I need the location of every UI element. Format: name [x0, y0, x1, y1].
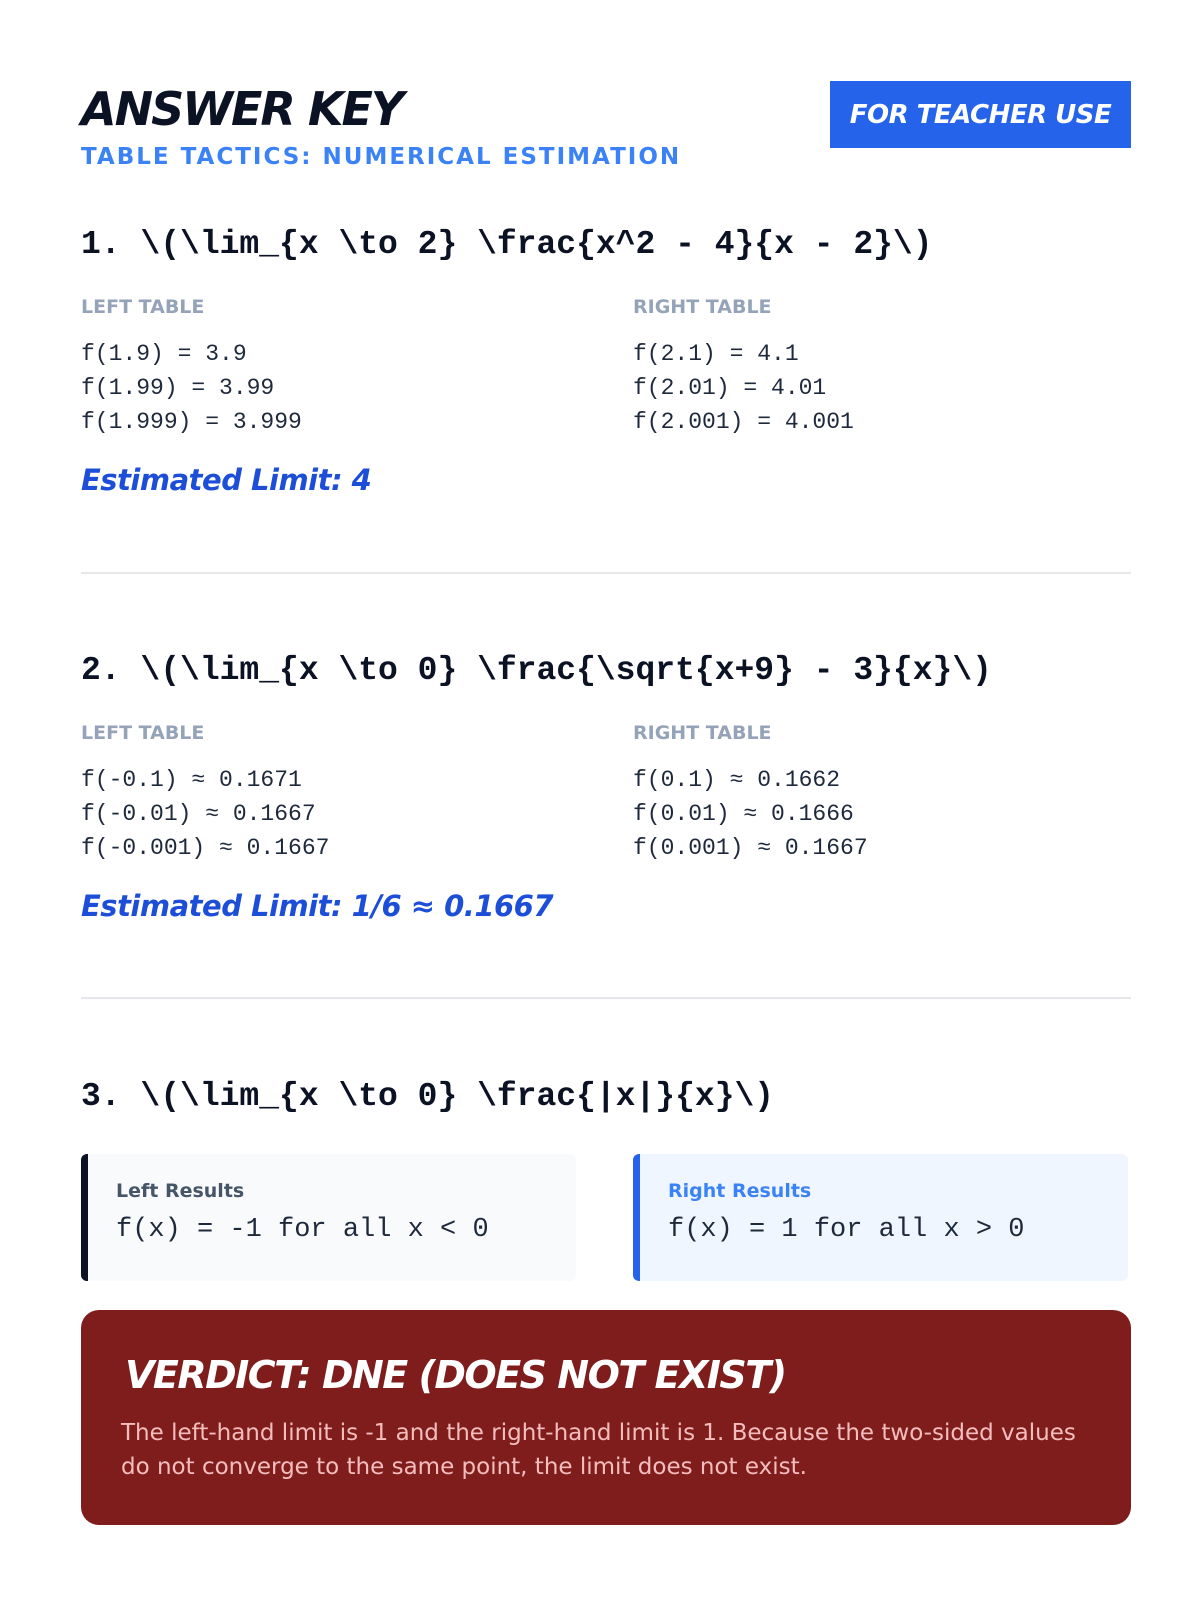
table-row: f(-0.01) ≈ 0.1667	[81, 801, 316, 827]
verdict-text: The left-hand limit is -1 and the right-hand limit is 1. Because the two-sided values do not converge to the same point, the limit does not exist.	[121, 1420, 1076, 1480]
problem-2	[81, 654, 1131, 934]
table-row: f(1.9) = 3.9	[81, 341, 247, 367]
problem-title: 1. \(\lim_{x \to 2} \frac{x^2 - 4}{x - 2}\)	[81, 226, 933, 263]
teacher-use-badge: FOR TEACHER USE	[830, 81, 1131, 148]
table-row: f(0.01) ≈ 0.1666	[633, 801, 854, 827]
table-row: f(2.01) = 4.01	[633, 375, 827, 401]
left-table-label: LEFT TABLE	[81, 296, 205, 318]
table-row: f(0.1) ≈ 0.1662	[633, 767, 841, 793]
section-divider	[81, 572, 1131, 574]
problem-title: 3. \(\lim_{x \to 0} \frac{|x|}{x}\)	[81, 1078, 775, 1115]
left-results-label: Left Results	[116, 1180, 245, 1202]
table-row: f(-0.1) ≈ 0.1671	[81, 767, 302, 793]
table-row: f(1.999) = 3.999	[81, 409, 302, 435]
table-row: f(1.99) = 3.99	[81, 375, 275, 401]
right-results-label: Right Results	[668, 1180, 812, 1202]
right-table-label: RIGHT TABLE	[633, 296, 772, 318]
right-results-value: f(x) = 1 for all x > 0	[668, 1215, 1025, 1245]
verdict-title: VERDICT: DNE (DOES NOT EXIST)	[125, 1353, 786, 1397]
right-table	[633, 298, 1113, 439]
header	[81, 80, 1131, 180]
left-table	[81, 724, 561, 865]
right-table	[633, 724, 1113, 865]
table-row: f(-0.001) ≈ 0.1667	[81, 835, 330, 861]
left-results-box	[81, 1154, 576, 1281]
table-row: f(0.001) ≈ 0.1667	[633, 835, 868, 861]
table-row: f(2.1) = 4.1	[633, 341, 799, 367]
verdict-box	[81, 1310, 1131, 1525]
problem-1	[81, 228, 1131, 508]
right-table-label: RIGHT TABLE	[633, 722, 772, 744]
page-title: ANSWER KEY	[81, 82, 403, 136]
left-table	[81, 298, 561, 439]
estimated-limit: Estimated Limit: 1/6 ≈ 0.1667	[81, 889, 554, 923]
problem-title: 2. \(\lim_{x \to 0} \frac{\sqrt{x+9} - 3}{x}\)	[81, 652, 992, 689]
problem-3	[81, 1080, 1131, 1550]
table-row: f(2.001) = 4.001	[633, 409, 854, 435]
right-results-box	[633, 1154, 1128, 1281]
left-results-value: f(x) = -1 for all x < 0	[116, 1215, 489, 1245]
left-table-label: LEFT TABLE	[81, 722, 205, 744]
estimated-limit: Estimated Limit: 4	[81, 463, 372, 497]
section-divider	[81, 997, 1131, 999]
page-subtitle: TABLE TACTICS: NUMERICAL ESTIMATION	[81, 144, 682, 170]
